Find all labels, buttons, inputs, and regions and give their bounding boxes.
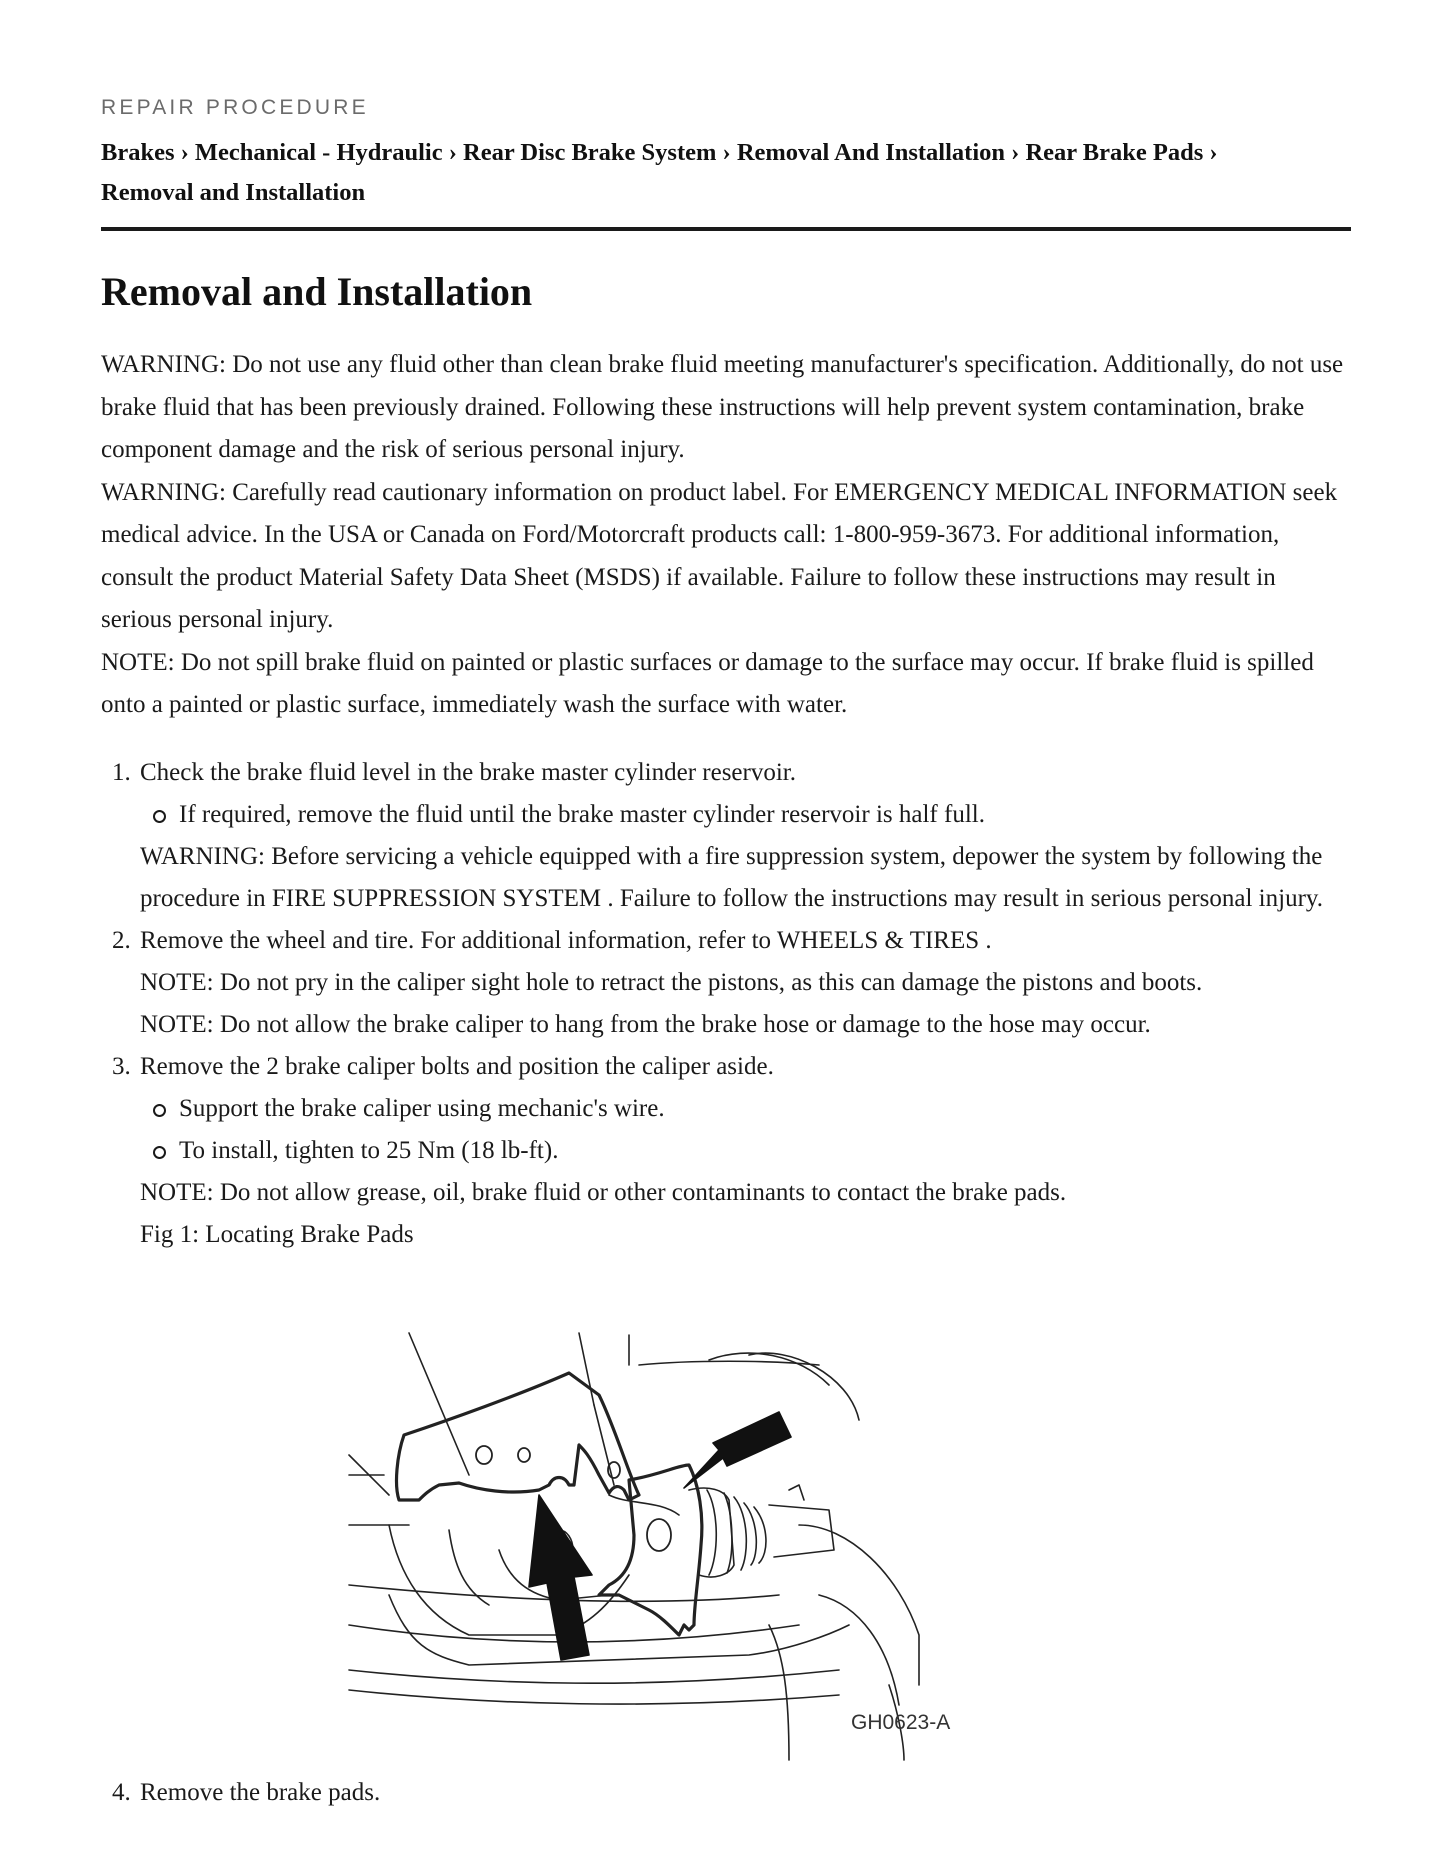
step-note: NOTE: Do not allow grease, oil, brake fluid or other contaminants to contact the brake pads. — [140, 1179, 1067, 1206]
breadcrumb-separator: › — [1011, 139, 1020, 166]
breadcrumb-separator: › — [1209, 139, 1218, 166]
header-divider — [101, 227, 1351, 231]
step-1 — [112, 752, 1390, 920]
breadcrumb-separator: › — [722, 139, 731, 166]
step-number: 4. — [112, 1779, 131, 1806]
caliper-piston — [689, 1485, 834, 1577]
breadcrumb-item-current: Removal and Installation — [101, 179, 366, 206]
step-text: Check the brake fluid level in the brake master cylinder reservoir. — [140, 759, 796, 786]
step-note: NOTE: Do not pry in the caliper sight hole to retract the pistons, as this can damage the pistons and boots. — [140, 969, 1203, 996]
figure-caption: Fig 1: Locating Brake Pads — [140, 1221, 414, 1248]
bullet-item: To install, tighten to 25 Nm (18 lb-ft). — [179, 1130, 1390, 1172]
step-2 — [112, 920, 1390, 1046]
step-text: Remove the wheel and tire. For additional information, refer to WHEELS & TIRES . — [140, 927, 992, 954]
breadcrumb-item-mechanical-hydraulic[interactable]: Mechanical - Hydraulic — [194, 139, 443, 166]
breadcrumb-item-rear-brake-pads[interactable]: Rear Brake Pads — [1025, 139, 1204, 166]
step-number: 2. — [112, 927, 131, 954]
step-note: NOTE: Do not allow the brake caliper to hang from the brake hose or damage to the hose may occur. — [140, 1011, 1151, 1038]
step-text: Remove the 2 brake caliper bolts and position the caliper aside. — [140, 1053, 774, 1080]
breadcrumb-separator: › — [448, 139, 457, 166]
figure-code: GH0623-A — [851, 1711, 951, 1734]
brake-pad-inner — [476, 1446, 702, 1635]
breadcrumb-separator: › — [180, 139, 189, 166]
breadcrumb-item-brakes[interactable]: Brakes — [101, 139, 175, 166]
arrow-left-icon — [684, 1412, 791, 1488]
section-kicker: REPAIR PROCEDURE — [101, 96, 369, 119]
warnings-block — [101, 344, 1351, 727]
step-bullets — [140, 1088, 1390, 1172]
warning-medical: WARNING: Carefully read cautionary information on product label. For EMERGENCY MEDICAL INFORMATION seek medical advice. In the USA or Canada on Ford/Motorcraft products call: 1-800-959-3673. For additional information, consult the product Material Safety Data Sheet (MSDS) if available. Failure to follow these instructions may result in serious personal injury. — [101, 478, 1338, 633]
step-number: 3. — [112, 1053, 131, 1080]
page-title: Removal and Installation — [101, 269, 533, 314]
breadcrumb-item-rear-disc-brake-system[interactable]: Rear Disc Brake System — [463, 139, 717, 166]
bullet-item: Support the brake caliper using mechanic's wire. — [179, 1088, 1390, 1130]
warning-fluid: WARNING: Do not use any fluid other than clean brake fluid meeting manufacturer's specification. Additionally, do not use brake fluid that has been previously drained. Following these instructions will help prevent system contamination, brake component damage and the risk of serious personal injury. — [101, 351, 1344, 463]
breadcrumb — [101, 133, 1351, 213]
breadcrumb-item-removal-and-installation[interactable]: Removal And Installation — [736, 139, 1006, 166]
procedure-steps — [101, 752, 1390, 1256]
note-spill: NOTE: Do not spill brake fluid on painted or plastic surfaces or damage to the surface may occur. If brake fluid is spilled onto a painted or plastic surface, immediately wash the surface with water. — [101, 648, 1314, 718]
bullet-item: If required, remove the fluid until the brake master cylinder reservoir is half full. — [179, 794, 1390, 836]
step-bullets — [140, 794, 1390, 836]
step-warning: WARNING: Before servicing a vehicle equipped with a fire suppression system, depower the system by following the procedure in FIRE SUPPRESSION SYSTEM . Failure to follow the instructions may result in serious personal injury. — [140, 843, 1324, 912]
step-number: 1. — [112, 759, 131, 786]
step-text: Remove the brake pads. — [140, 1779, 381, 1806]
step-3 — [112, 1046, 1390, 1256]
brake-pads-illustration — [329, 1325, 959, 1765]
